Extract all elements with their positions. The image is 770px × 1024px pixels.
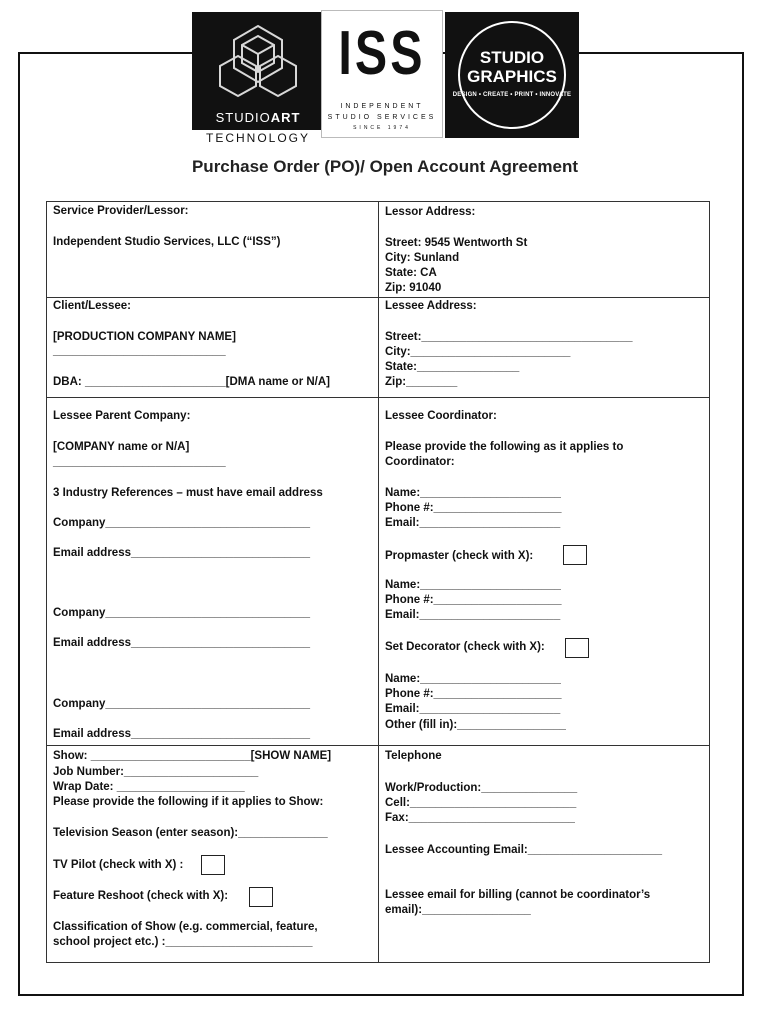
tv-season-field[interactable]: Television Season (enter season):______________	[53, 827, 328, 839]
row-divider	[46, 397, 710, 398]
provide-show-note: Please provide the following if it applies to Show:	[53, 796, 324, 808]
row-divider	[46, 297, 710, 298]
propmaster-name[interactable]: Name:______________________	[385, 579, 561, 591]
studioart-logo-panel	[192, 12, 324, 130]
fax-field[interactable]: Fax:__________________________	[385, 812, 575, 824]
other-field[interactable]: Other (fill in):_________________	[385, 719, 566, 731]
propmaster-label: Propmaster (check with X):	[385, 550, 534, 562]
reference-1-company[interactable]: Company________________________________	[53, 517, 311, 529]
lessor-street: Street: 9545 Wentworth St	[385, 237, 528, 249]
lessor-zip: Zip: 91040	[385, 282, 442, 294]
wrap-date-field[interactable]: Wrap Date: ____________________	[53, 781, 245, 793]
reference-3-email[interactable]: Email address____________________________	[53, 728, 311, 740]
studioart-subtitle: TECHNOLOGY	[205, 131, 310, 145]
propmaster-phone[interactable]: Phone #:____________________	[385, 594, 562, 606]
propmaster-email[interactable]: Email:______________________	[385, 609, 561, 621]
iss-line-2: STUDIO SERVICES	[327, 114, 437, 121]
coordinator-note-2: Coordinator:	[385, 456, 455, 468]
parent-company-label: Lessee Parent Company:	[53, 410, 191, 422]
classification-line-1: Classification of Show (e.g. commercial, feature,	[53, 921, 318, 933]
client-label: Client/Lessee:	[53, 300, 131, 312]
provider-value: Independent Studio Services, LLC (“ISS”)	[53, 236, 281, 248]
show-field[interactable]: Show: _________________________[SHOW NAME]	[53, 750, 332, 762]
client-line[interactable]: ___________________________	[53, 345, 226, 357]
lessor-address-label: Lessor Address:	[385, 206, 476, 218]
set-decorator-email[interactable]: Email:______________________	[385, 703, 561, 715]
set-decorator-phone[interactable]: Phone #:____________________	[385, 688, 562, 700]
propmaster-checkbox[interactable]	[563, 545, 587, 565]
reference-1-email[interactable]: Email address____________________________	[53, 547, 311, 559]
column-divider	[378, 201, 379, 963]
lessee-city-field[interactable]: City:_________________________	[385, 346, 571, 358]
iss-line-3: SINCE 1974	[353, 125, 411, 131]
provider-label: Service Provider/Lessor:	[53, 205, 189, 217]
page-title: Purchase Order (PO)/ Open Account Agreement	[191, 157, 579, 176]
billing-email-field[interactable]: email):_________________	[385, 904, 531, 916]
iss-line-1: INDEPENDENT	[340, 103, 424, 110]
reference-2-company[interactable]: Company________________________________	[53, 607, 311, 619]
dba-field[interactable]: DBA: ______________________[DMA name or N/A]	[53, 376, 330, 388]
feature-reshoot-label: Feature Reshoot (check with X):	[53, 890, 229, 902]
billing-email-note: Lessee email for billing (cannot be coordinator’s	[385, 889, 651, 901]
studioart-wordmark: STUDIOART	[215, 110, 301, 125]
client-value: [PRODUCTION COMPANY NAME]	[53, 331, 236, 343]
coordinator-note-1: Please provide the following as it applies to	[385, 441, 624, 453]
row-divider	[46, 745, 710, 746]
reference-2-email[interactable]: Email address____________________________	[53, 637, 311, 649]
tv-pilot-label: TV Pilot (check with X) :	[53, 859, 184, 871]
coordinator-email[interactable]: Email:______________________	[385, 517, 561, 529]
cell-field[interactable]: Cell:__________________________	[385, 797, 577, 809]
references-label: 3 Industry References – must have email address	[53, 487, 323, 499]
reference-3-company[interactable]: Company________________________________	[53, 698, 311, 710]
iss-letters: ISS	[338, 19, 426, 88]
set-decorator-label: Set Decorator (check with X):	[385, 641, 545, 653]
lessee-zip-field[interactable]: Zip:________	[385, 376, 458, 388]
job-number-field[interactable]: Job Number:_____________________	[53, 766, 259, 778]
telephone-label: Telephone	[385, 750, 442, 762]
coordinator-name[interactable]: Name:______________________	[385, 487, 561, 499]
set-decorator-name[interactable]: Name:______________________	[385, 673, 561, 685]
classification-field[interactable]: school project etc.) :_______________________	[53, 936, 313, 948]
lessee-address-label: Lessee Address:	[385, 300, 477, 312]
studioart-logo	[192, 12, 324, 144]
tv-pilot-checkbox[interactable]	[201, 855, 225, 875]
sg-title-line-2: GRAPHICS	[467, 67, 557, 86]
set-decorator-checkbox[interactable]	[565, 638, 589, 658]
lessee-street-field[interactable]: Street:_________________________________	[385, 331, 633, 343]
sg-title-line-1: STUDIO	[479, 48, 545, 67]
parent-company-line[interactable]: ___________________________	[53, 456, 226, 468]
iss-logo	[321, 10, 443, 138]
lessor-city: City: Sunland	[385, 252, 460, 264]
accounting-email-field[interactable]: Lessee Accounting Email:_____________________	[385, 844, 663, 856]
lessor-state: State: CA	[385, 267, 437, 279]
work-production-field[interactable]: Work/Production:_______________	[385, 782, 578, 794]
studio-graphics-logo	[445, 12, 579, 138]
sg-tagline: DESIGN • CREATE • PRINT • INNOVATE	[452, 92, 572, 98]
lessee-state-field[interactable]: State:________________	[385, 361, 520, 373]
parent-company-value: [COMPANY name or N/A]	[53, 441, 190, 453]
coordinator-phone[interactable]: Phone #:____________________	[385, 502, 562, 514]
coordinator-label: Lessee Coordinator:	[385, 410, 497, 422]
hexagon-cube-icon	[208, 20, 308, 108]
feature-reshoot-checkbox[interactable]	[249, 887, 273, 907]
